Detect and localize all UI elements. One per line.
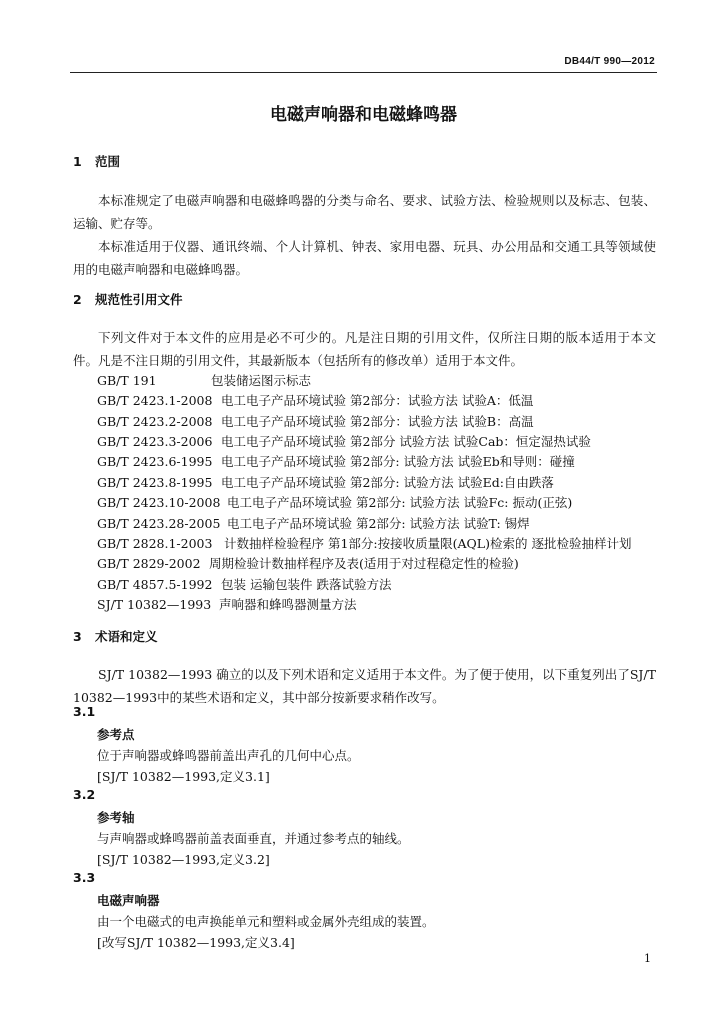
section-heading-2	[73, 290, 183, 308]
section-title: 术语和定义	[95, 629, 158, 644]
paragraph: SJ/T 10382—1993 确立的以及下列术语和定义适用于本文件。为了便于使用，以下重复列出了SJ/T 10382—1993中的某些术语和定义，其中部分按新要求稍作改写。	[73, 667, 656, 705]
section-heading-1	[73, 152, 120, 170]
reference-title: 电工电子产品环境试验 第2部分：试验方法 试验B：高温	[221, 414, 534, 429]
reference-code: GB/T 2423.28-2005	[97, 516, 221, 531]
reference-code: GB/T 2423.1-2008	[97, 393, 213, 408]
reference-item	[97, 473, 554, 491]
reference-title: 电工电子产品环境试验 第2部分：试验方法 试验A：低温	[221, 393, 534, 408]
reference-code: GB/T 191	[97, 373, 157, 388]
clause-number: 3.2	[73, 787, 96, 802]
reference-item	[97, 412, 534, 430]
reference-code: GB/T 2828.1-2003	[97, 536, 213, 551]
reference-title: 包装 运输包装件 跌落试验方法	[221, 577, 392, 592]
reference-item	[97, 432, 591, 450]
reference-title: 声响器和蜂鸣器测量方法	[219, 597, 357, 612]
reference-code: GB/T 2423.2-2008	[97, 414, 213, 429]
reference-title: 电工电子产品环境试验 第2部分 试验方法 试验Cab：恒定湿热试验	[221, 434, 591, 449]
reference-item	[97, 493, 572, 511]
reference-code: GB/T 2829-2002	[97, 556, 201, 571]
paragraph: 本标准规定了电磁声响器和电磁蜂鸣器的分类与命名、要求、试验方法、检验规则以及标志、包装、运输、贮存等。	[73, 193, 656, 231]
standard-code: DB44/T 990—2012	[564, 56, 655, 67]
reference-code: GB/T 2423.10-2008	[97, 495, 221, 510]
term-source: [SJ/T 10382—1993,定义3.2]	[97, 852, 270, 867]
section-number: 3	[73, 629, 82, 644]
reference-item	[97, 575, 391, 593]
reference-title: 电工电子产品环境试验 第2部分: 试验方法 试验Ed:自由跌落	[221, 475, 554, 490]
reference-item	[97, 534, 631, 552]
section-title: 规范性引用文件	[95, 292, 183, 307]
reference-title: 电工电子产品环境试验 第2部分: 试验方法 试验T: 锡焊	[227, 516, 530, 531]
clause-number: 3.3	[73, 870, 96, 885]
reference-title: 电工电子产品环境试验 第2部分: 试验方法 试验Fc: 振动(正弦)	[227, 495, 573, 510]
reference-item	[97, 371, 311, 389]
term-definition: 位于声响器或蜂鸣器前盖出声孔的几何中心点。	[97, 748, 360, 763]
reference-title: 周期检验计数抽样程序及表(适用于对过程稳定性的检验)	[209, 556, 519, 571]
reference-item	[97, 452, 575, 470]
paragraph: 下列文件对于本文件的应用是必不可少的。凡是注日期的引用文件，仅所注日期的版本适用于本文件。凡是不注日期的引用文件，其最新版本（包括所有的修改单）适用于本文件。	[73, 330, 656, 368]
page-number: 1	[644, 952, 651, 965]
term-definition: 与声响器或蜂鸣器前盖表面垂直，并通过参考点的轴线。	[97, 831, 410, 846]
term-heading: 参考轴	[97, 810, 135, 825]
reference-title: 计数抽样检验程序 第1部分:按接收质量限(AQL)检索的 逐批检验抽样计划	[224, 536, 632, 551]
section-title: 范围	[95, 154, 121, 169]
term-heading: 参考点	[97, 727, 135, 742]
paragraph: 本标准适用于仪器、通讯终端、个人计算机、钟表、家用电器、玩具、办公用品和交通工具等领域使用的电磁声响器和电磁蜂鸣器。	[73, 239, 656, 277]
reference-code: GB/T 2423.6-1995	[97, 454, 213, 469]
term-source: [改写SJ/T 10382—1993,定义3.4]	[97, 935, 295, 950]
reference-item	[97, 554, 519, 572]
reference-item	[97, 391, 533, 409]
document-title: 电磁声响器和电磁蜂鸣器	[270, 105, 457, 125]
reference-code: SJ/T 10382—1993	[97, 597, 212, 612]
reference-item	[97, 514, 530, 532]
term-heading: 电磁声响器	[97, 893, 160, 908]
section-number: 1	[73, 154, 82, 169]
term-definition: 由一个电磁式的电声换能单元和塑料或金属外壳组成的装置。	[97, 914, 435, 929]
section-number: 2	[73, 292, 82, 307]
reference-title: 电工电子产品环境试验 第2部分: 试验方法 试验Eb和导则：碰撞	[221, 454, 575, 469]
clause-number: 3.1	[73, 704, 96, 719]
header-rule	[70, 72, 657, 73]
reference-item	[97, 595, 357, 613]
reference-code: GB/T 2423.3-2006	[97, 434, 213, 449]
reference-code: GB/T 4857.5-1992	[97, 577, 213, 592]
term-source: [SJ/T 10382—1993,定义3.1]	[97, 769, 270, 784]
reference-title: 包装储运图示标志	[211, 373, 312, 388]
reference-code: GB/T 2423.8-1995	[97, 475, 213, 490]
section-heading-3	[73, 627, 158, 645]
